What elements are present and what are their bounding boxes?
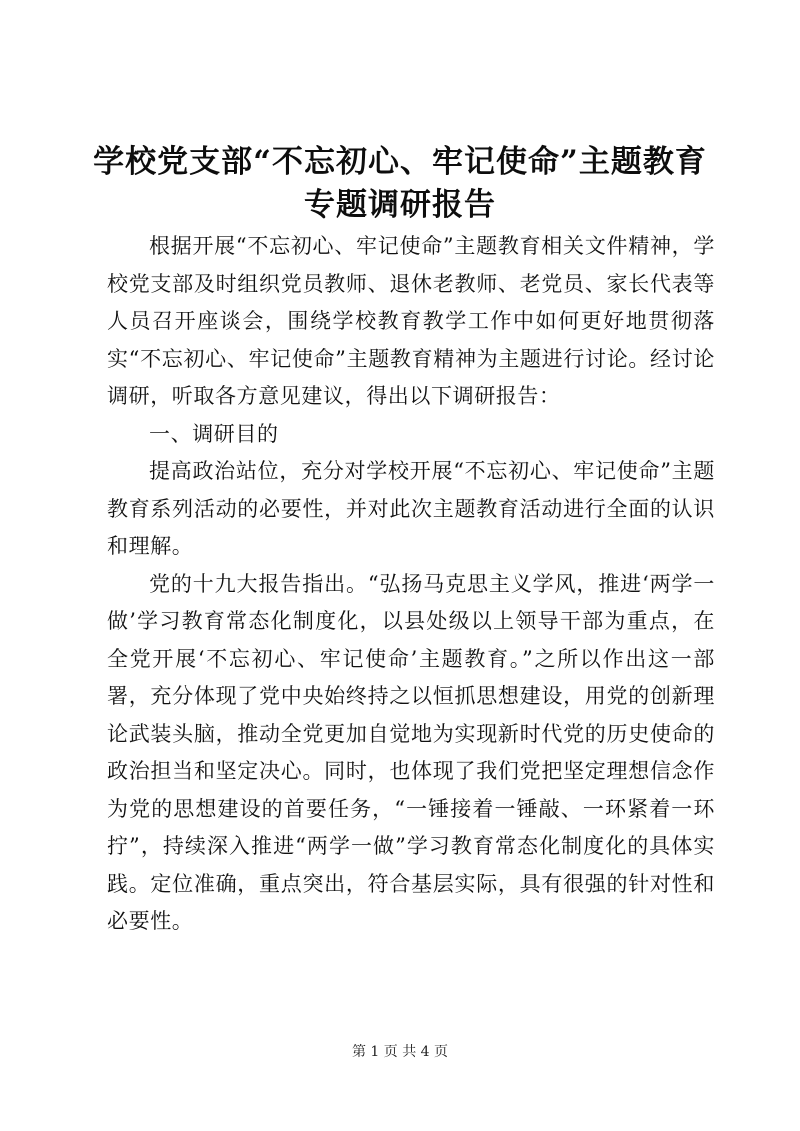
document-title-line-1: 学校党支部“不忘初心、牢记使命”主题教育 [93, 144, 707, 180]
page-footer: 第 1 页 共 4 页 [351, 1044, 449, 1060]
section-heading: 一、调研目的 [149, 421, 279, 446]
document-body [107, 228, 715, 941]
document-title-line-2: 专题调研报告 [304, 187, 496, 223]
paragraph-report: 党的十九大报告指出。“弘扬马克思主义学风，推进‘两学一做’学习教育常态化制度化，以县处级以上领导干部为重点，在全党开展‘不忘初心、牢记使命’主题教育。”之所以作出这一部署，充分体现了党中央始终持之以恒抓思想建设，用党的创新理论武装头脑，推动全党更加自觉地为实现新时代党的历史使命的政治担当和坚定决心。同时，也体现了我们党把坚定理想信念作为党的思想建设的首要任务，“一锤接着一锤敲、一环紧着一环拧”，持续深入推进“两学一做”学习教育常态化制度化的具体实践。定位准确，重点突出，符合基层实际，具有很强的针对性和必要性。 [107, 571, 715, 933]
paragraph-purpose: 提高政治站位，充分对学校开展“不忘初心、牢记使命”主题教育系列活动的必要性，并对此次主题教育活动进行全面的认识和理解。 [107, 459, 715, 558]
paragraph-intro: 根据开展“不忘初心、牢记使命”主题教育相关文件精神，学校党支部及时组织党员教师、退休老教师、老党员、家长代表等人员召开座谈会，围绕学校教育教学工作中如何更好地贯彻落实“不忘初心、牢记使命”主题教育精神为主题进行讨论。经讨论调研，听取各方意见建议，得出以下调研报告： [107, 234, 715, 408]
